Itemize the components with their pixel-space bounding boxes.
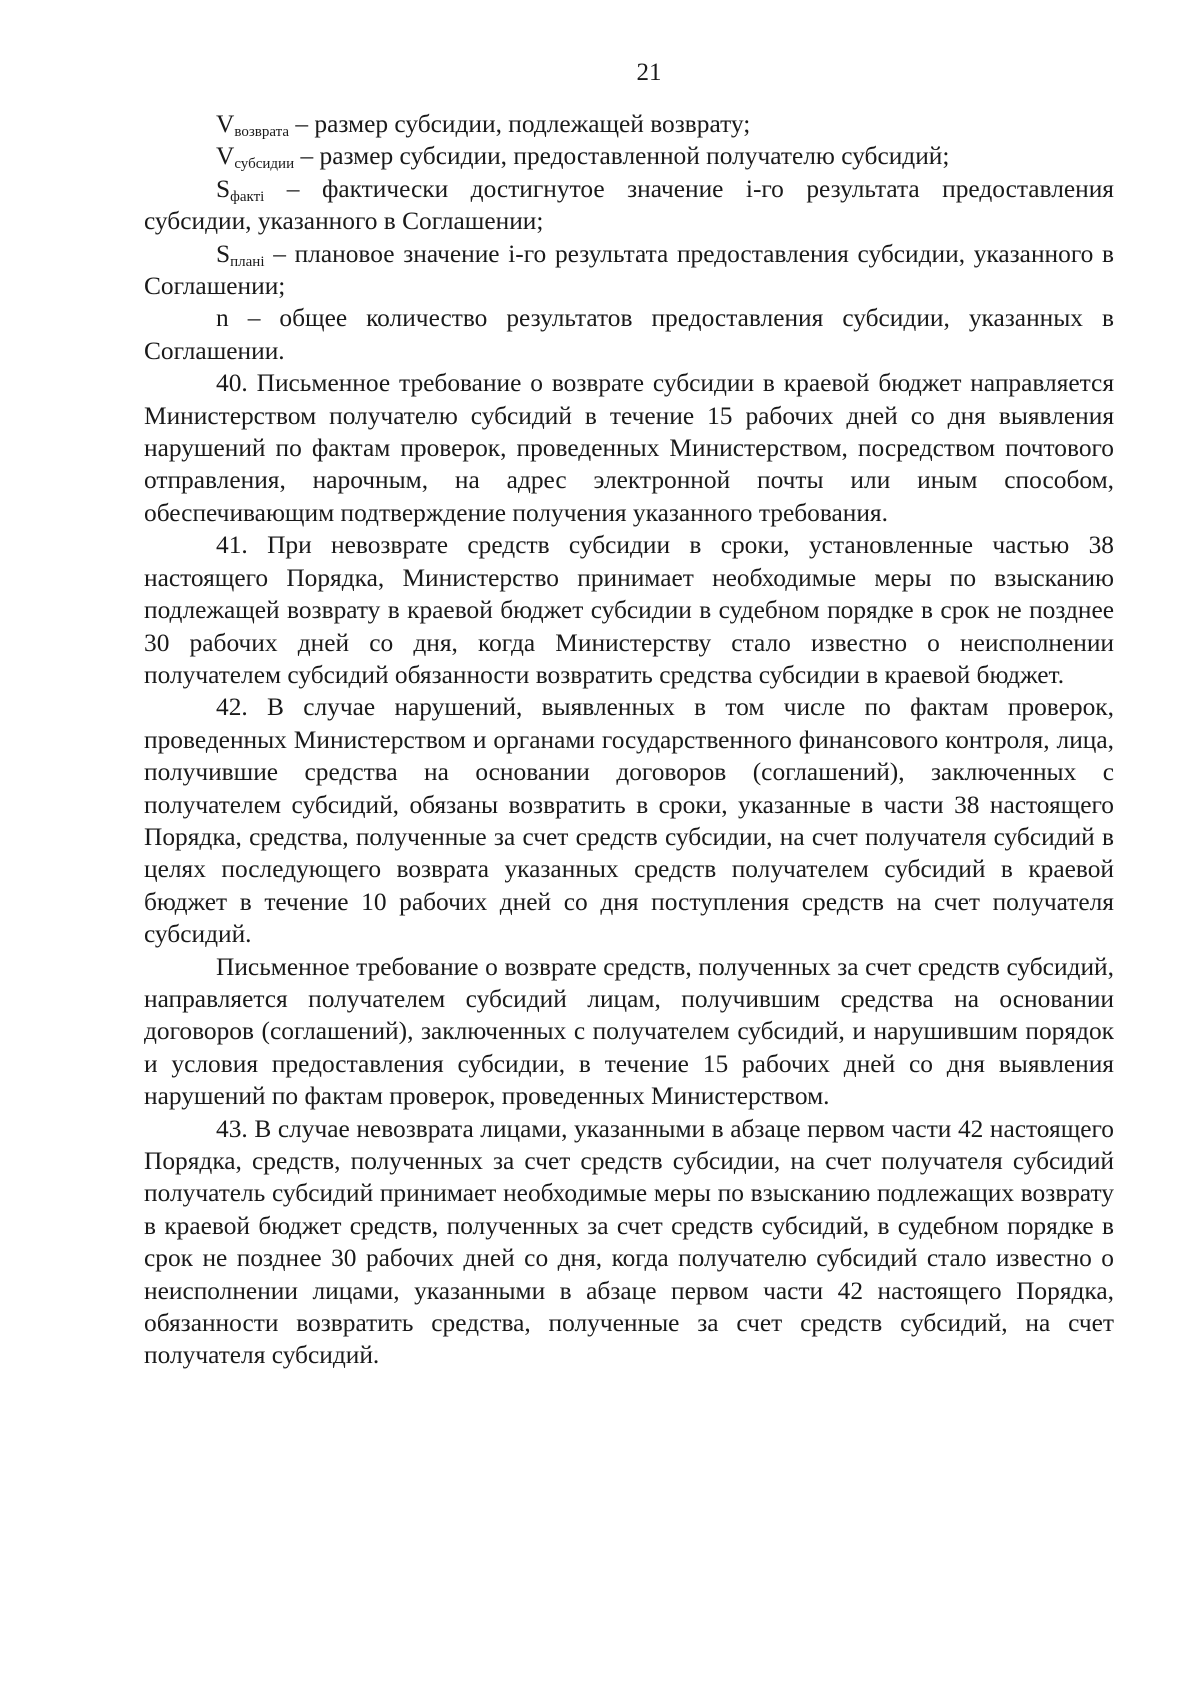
definition-s-fact [144, 173, 1114, 238]
definition-v-subsidy [144, 140, 1114, 172]
definition-text: – плановое значение i-го результата предоставления субсидии, указанного в Соглашении; [144, 239, 1114, 301]
definition-subscript: субсидии [234, 156, 295, 173]
definition-subscript: возврата [234, 124, 289, 140]
definition-symbol: V [216, 142, 235, 171]
definition-text: – общее количество результатов предоставления субсидии, указанных в Соглашении. [144, 304, 1114, 365]
definition-n [144, 302, 1114, 367]
definition-text: – размер субсидии, подлежащей возврату; [289, 110, 751, 138]
paragraph-43: 43. В случае невозврата лицами, указанными в абзаце первом части 42 настоящего Порядка, средств, полученных за счет средств субсидии, на счет получателя субсидий получатель субсидий принимает необходимые меры по взысканию подлежащих возврату в краевой бюджет средств, полученных за счет средств субсидий, в судебном порядке в срок не позднее 30 рабочих дней со дня, когда получателю субсидий стало известно о неисполнении лицами, указанными в абзаце первом части 42 настоящего Порядка, обязанности возвратить средства, полученные за счет средств субсидий, на счет получателя субсидий. [144, 1114, 1114, 1370]
definition-symbol: S [216, 239, 231, 268]
definition-text: – размер субсидии, предоставленной получателю субсидий; [294, 142, 950, 171]
paragraph-42: 42. В случае нарушений, выявленных в том числе по фактам проверок, проведенных Министерством и органами государственного финансового контроля, лица, получившие средства на основании договоров (соглашений), заключенных с получателем субсидий, обязаны возвратить в сроки, указанные в части 38 настоящего Порядка, средства, полученные за счет средств субсидии, на счет получателя субсидий в целях последующего возврата указанных средств получателем субсидий в краевой бюджет в течение 10 рабочих дней со дня поступления средств на счет получателя субсидий. [144, 693, 1114, 949]
definition-text: – фактически достигнутое значение i-го результата предоставления субсидии, указанного в Соглашении; [144, 174, 1114, 236]
page-number: 21 [636, 59, 662, 86]
definition-subscript: планi [230, 253, 265, 270]
definition-symbol: V [216, 110, 235, 138]
paragraph-40: 40. Письменное требование о возврате субсидии в краевой бюджет направляется Министерством получателю субсидий в течение 15 рабочих дней со дня выявления нарушений по фактам проверок, проведенных Министерством, посредством почтового отправления, нарочным, на адрес электронной почты или иным способом, обеспечивающим подтверждение получения указанного требования. [144, 369, 1114, 527]
definition-symbol: n [216, 304, 229, 333]
definition-subscript: фактi [230, 188, 265, 205]
definition-s-plan [144, 238, 1114, 303]
paragraph-41: 41. При невозврате средств субсидии в сроки, установленные частью 38 настоящего Порядка, Министерство принимает необходимые меры по взысканию подлежащей возврату в краевой бюджет субсидии в судебном порядке в срок не позднее 30 рабочих дней со дня, когда Министерству стало известно о неисполнении получателем субсидий обязанности возвратить средства субсидии в краевой бюджет. [144, 531, 1114, 689]
paragraph-42-second: Письменное требование о возврате средств, полученных за счет средств субсидий, направляется получателем субсидий лицам, получившим средства на основании договоров (соглашений), заключенных с получателем субсидий, и нарушившим порядок и условия предоставления субсидии, в течение 15 рабочих дней со дня выявления нарушений по фактам проверок, проведенных Министерством. [144, 952, 1114, 1111]
definition-symbol: S [216, 174, 231, 203]
definition-v-return [144, 108, 1114, 140]
